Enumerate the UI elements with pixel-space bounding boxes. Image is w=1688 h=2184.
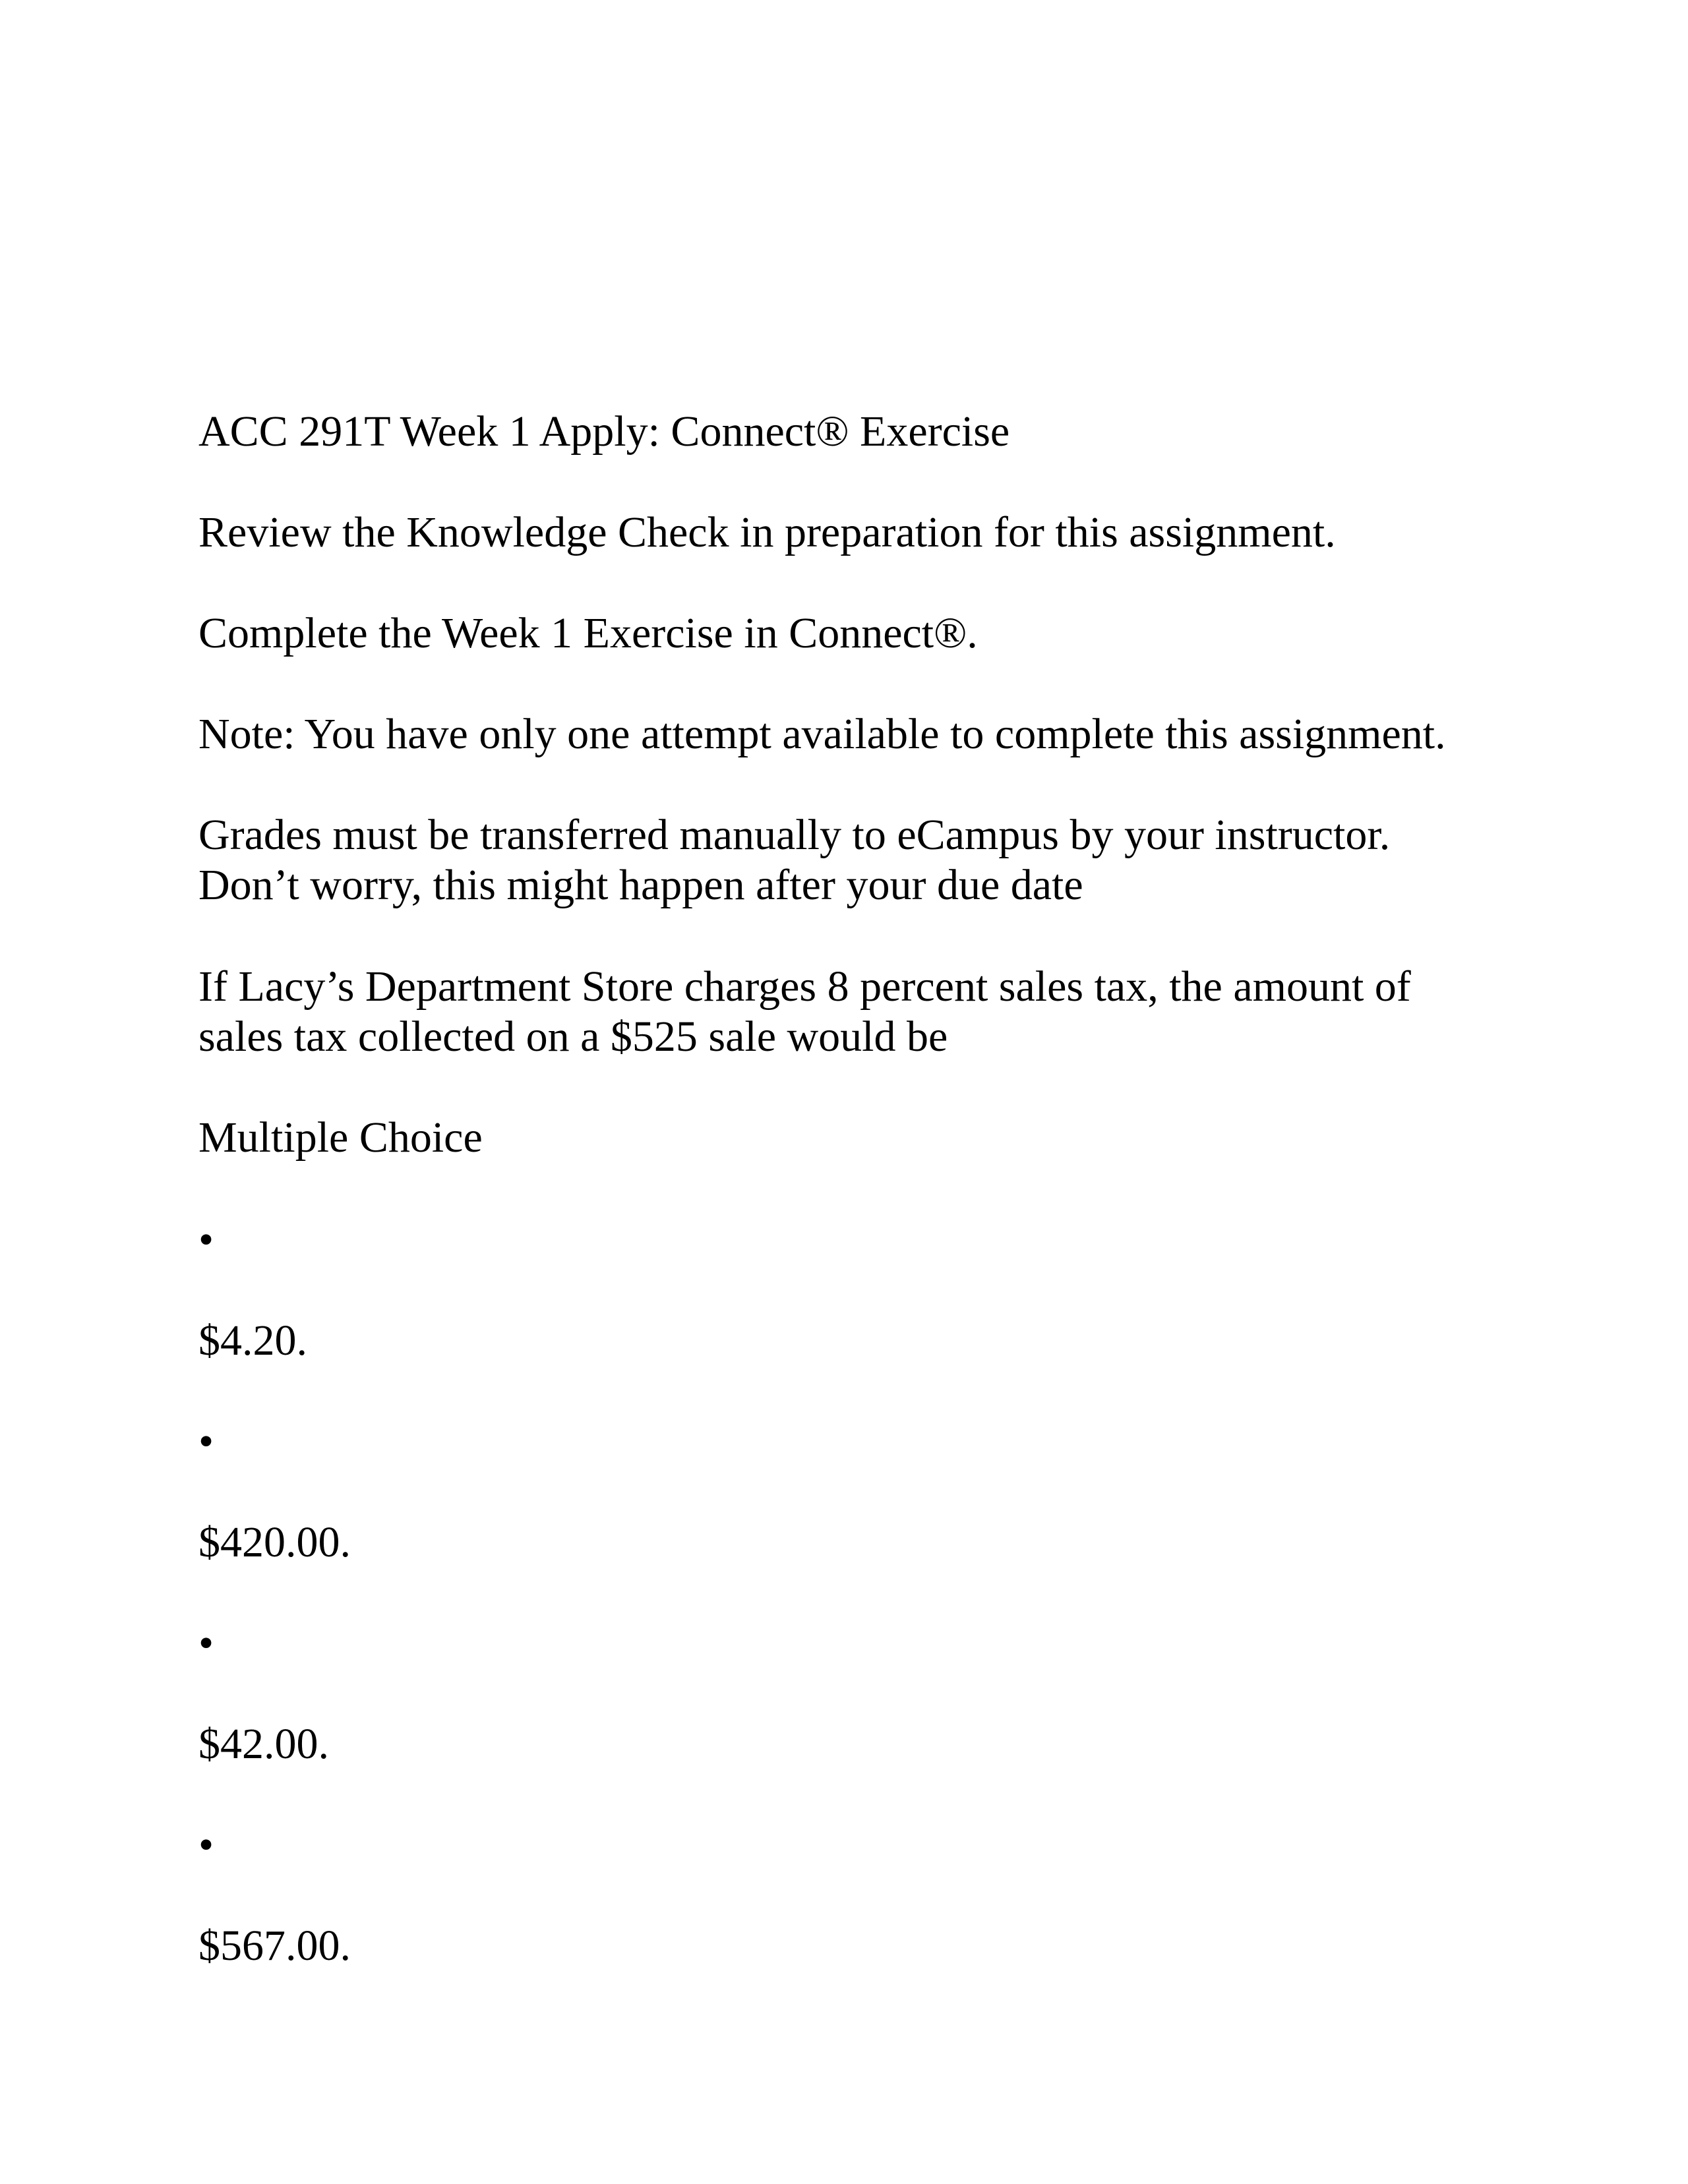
option-bullet-icon: • (198, 1619, 214, 1667)
answer-option-4: $567.00. (198, 1922, 351, 1970)
answer-option-1: $4.20. (198, 1316, 307, 1365)
answer-option-2: $420.00. (198, 1518, 351, 1566)
attempt-note: Note: You have only one attempt available to complete this assignment. (198, 710, 1446, 758)
question-line-1: If Lacy’s Department Store charges 8 percent sales tax, the amount of (198, 962, 1411, 1011)
document-title: ACC 291T Week 1 Apply: Connect® Exercise (198, 407, 1010, 456)
review-instruction: Review the Knowledge Check in preparation for this assignment. (198, 508, 1336, 556)
complete-instruction: Complete the Week 1 Exercise in Connect®. (198, 609, 978, 657)
option-bullet-icon: • (198, 1216, 214, 1264)
grades-note-line-2: Don’t worry, this might happen after your due date (198, 861, 1083, 909)
question-line-2: sales tax collected on a $525 sale would be (198, 1013, 948, 1061)
option-bullet-icon: • (198, 1417, 214, 1465)
question-type-label: Multiple Choice (198, 1113, 483, 1162)
grades-note-line-1: Grades must be transferred manually to eCampus by your instructor. (198, 811, 1391, 859)
option-bullet-icon: • (198, 1821, 214, 1869)
answer-option-3: $42.00. (198, 1720, 329, 1768)
